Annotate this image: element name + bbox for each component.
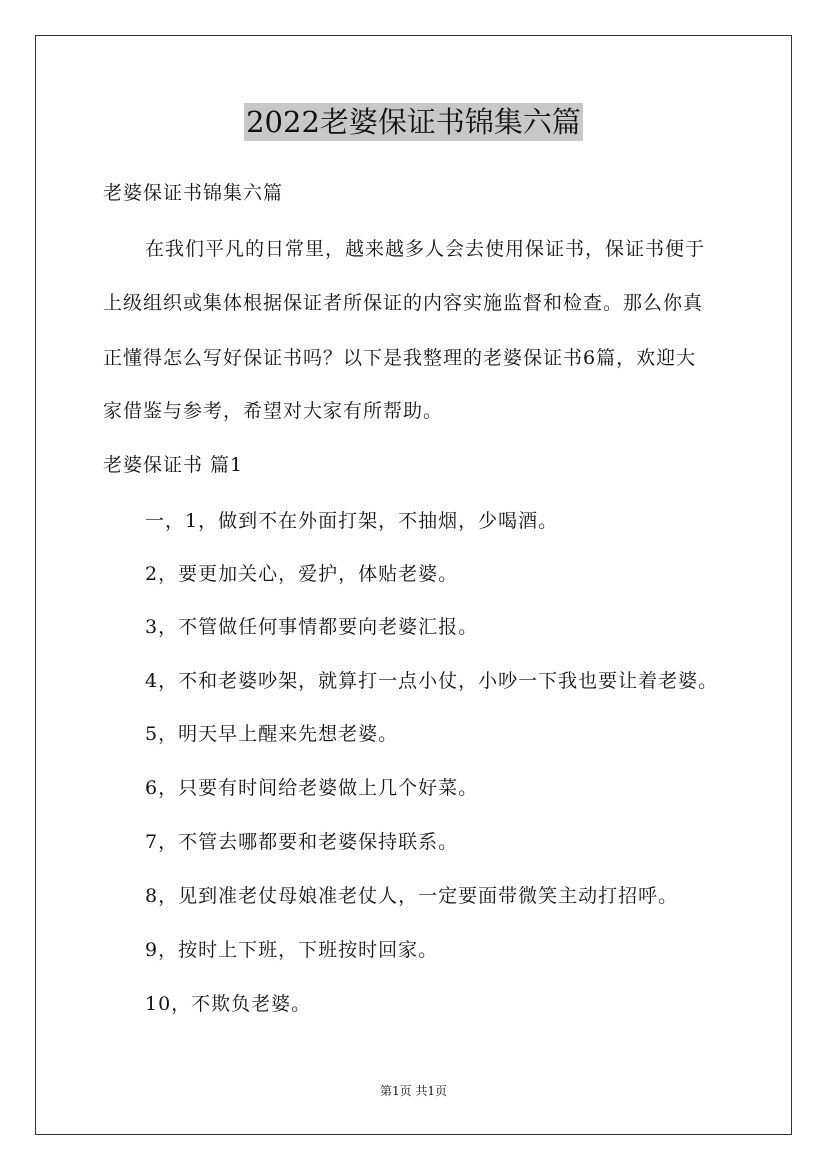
pledge-item-7: 7，不管去哪都要和老婆保持联系。 xyxy=(145,831,459,853)
pledge-item-1: 一，1，做到不在外面打架，不抽烟，少喝酒。 xyxy=(145,510,559,532)
intro-line-3: 正懂得怎么写好保证书吗？以下是我整理的老婆保证书6篇，欢迎大 xyxy=(103,347,697,369)
pledge-item-10: 10，不欺负老婆。 xyxy=(145,993,312,1015)
intro-line-4: 家借鉴与参考，希望对大家有所帮助。 xyxy=(103,400,444,422)
pledge-item-6: 6，只要有时间给老婆做上几个好菜。 xyxy=(145,777,479,799)
intro-line-1: 在我们平凡的日常里，越来越多人会去使用保证书，保证书便于 xyxy=(145,238,706,260)
pledge-item-2: 2，要更加关心，爱护，体贴老婆。 xyxy=(145,563,459,585)
section-heading: 老婆保证书 篇1 xyxy=(103,454,244,476)
document-subtitle: 老婆保证书锦集六篇 xyxy=(103,182,284,204)
document-title: 2022老婆保证书锦集六篇 xyxy=(246,105,581,139)
pledge-item-4: 4，不和老婆吵架，就算打一点小仗，小吵一下我也要让着老婆。 xyxy=(145,670,719,692)
intro-line-2: 上级组织或集体根据保证者所保证的内容实施监督和检查。那么你真 xyxy=(103,292,704,314)
pledge-item-5: 5，明天早上醒来先想老婆。 xyxy=(145,723,399,745)
pledge-item-9: 9，按时上下班，下班按时回家。 xyxy=(145,939,439,961)
pledge-item-3: 3，不管做任何事情都要向老婆汇报。 xyxy=(145,616,479,638)
pledge-item-8: 8，见到准老仗母娘准老仗人，一定要面带微笑主动打招呼。 xyxy=(145,885,679,907)
title-container xyxy=(0,103,827,141)
page-footer: 第1页 共1页 xyxy=(379,1084,448,1098)
